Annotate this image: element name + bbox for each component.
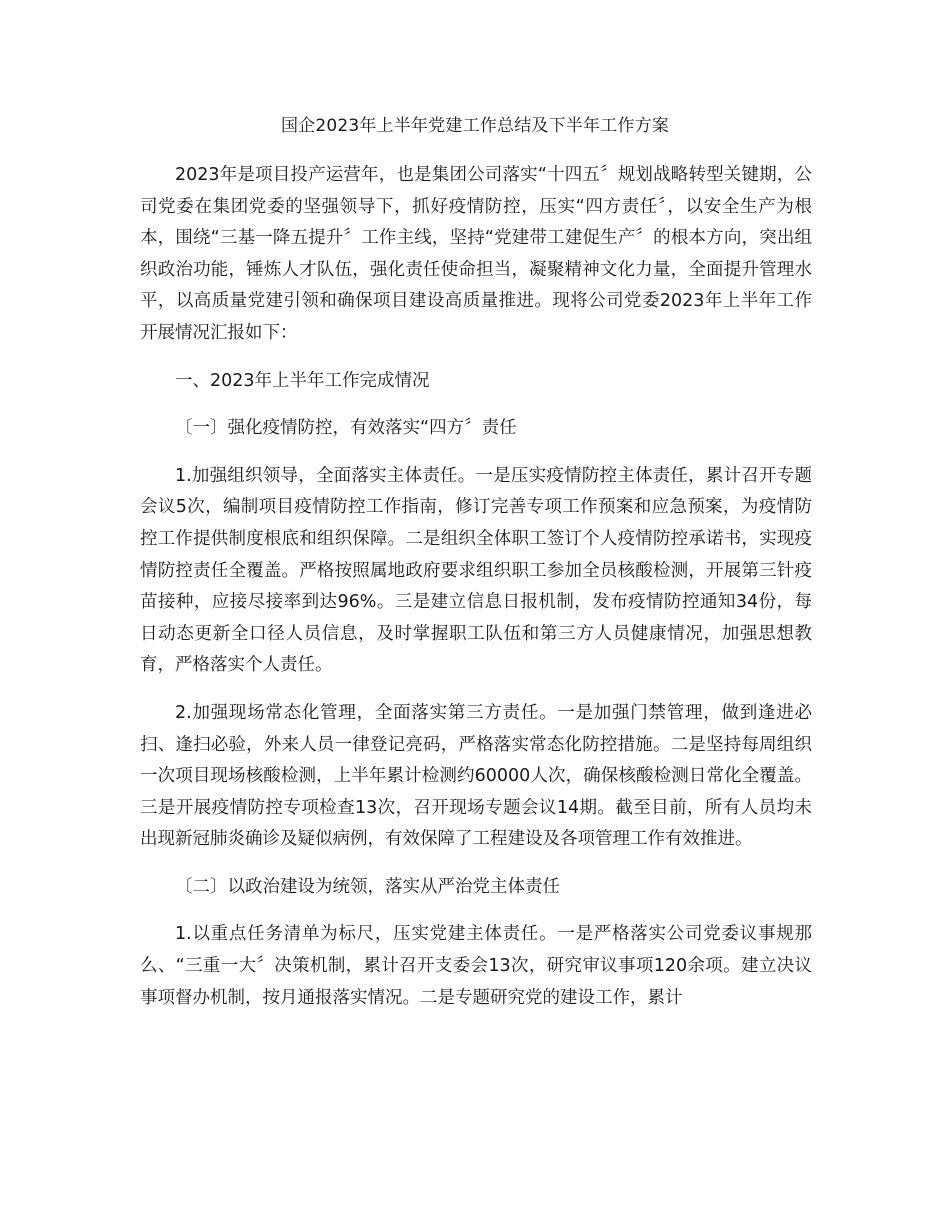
document-title: 国企2023年上半年党建工作总结及下半年工作方案 — [280, 116, 670, 136]
subsection-heading-2: 〔二〕以政治建设为统领，落实从严治党主体责任 — [175, 876, 560, 897]
paragraph-1-1: 1.加强组织领导，全面落实主体责任。一是压实疫情防控主体责任，累计召开专题会议5次，编制项目疫情防控工作指南，修订完善专项工作预案和应急预案，为疫情防控工作提供制度根底和组织保障。二是组织全体职工签订个人疫情防控承诺书，实现疫情防控责任全覆盖。严格按照属地政府要求组织职工参加全员核酸检测，开展第三针疫苗接种，应接尽接率到达96%。三是建立信息日报机制，发布疫情防控通知34份，每日动态更新全口径人员信息，及时掌握职工队伍和第三方人员健康情况，加强思想教育，严格落实个人责任。 — [140, 465, 812, 676]
paragraph-1-2: 2.加强现场常态化管理，全面落实第三方责任。一是加强门禁管理，做到逢进必扫、逢扫必验，外来人员一律登记亮码，严格落实常态化防控措施。二是坚持每周组织一次项目现场核酸检测，上半年累计检测约60000人次，确保核酸检测日常化全覆盖。三是开展疫情防控专项检查13次，召开现场专题会议14期。截至目前，所有人员均未出现新冠肺炎确诊及疑似病例，有效保障了工程建设及各项管理工作有效推进。 — [140, 702, 812, 850]
intro-paragraph: 2023年是项目投产运营年，也是集团公司落实“十四五〞规划战略转型关键期，公司党委在集团党委的坚强领导下，抓好疫情防控，压实“四方责任〞，以安全生产为根本，围绕“三基一降五提升〞工作主线，坚持“党建带工建促生产〞的根本方向，突出组织政治功能，锤炼人才队伍，强化责任使命担当，凝聚精神文化力量，全面提升管理水平，以高质量党建引领和确保项目建设高质量推进。现将公司党委2023年上半年工作开展情况汇报如下： — [140, 165, 812, 343]
subsection-heading-1: 〔一〕强化疫情防控，有效落实“四方〞责任 — [175, 418, 517, 439]
section-heading-1: 一、2023年上半年工作完成情况 — [175, 370, 430, 391]
paragraph-2-1: 1.以重点任务清单为标尺，压实党建主体责任。一是严格落实公司党委议事规那么、“三重一大〞决策机制，累计召开支委会13次，研究审议事项120余项。建立决议事项督办机制，按月通报落实情况。二是专题研究党的建设工作，累计 — [140, 924, 812, 1008]
document-body — [140, 160, 812, 1030]
